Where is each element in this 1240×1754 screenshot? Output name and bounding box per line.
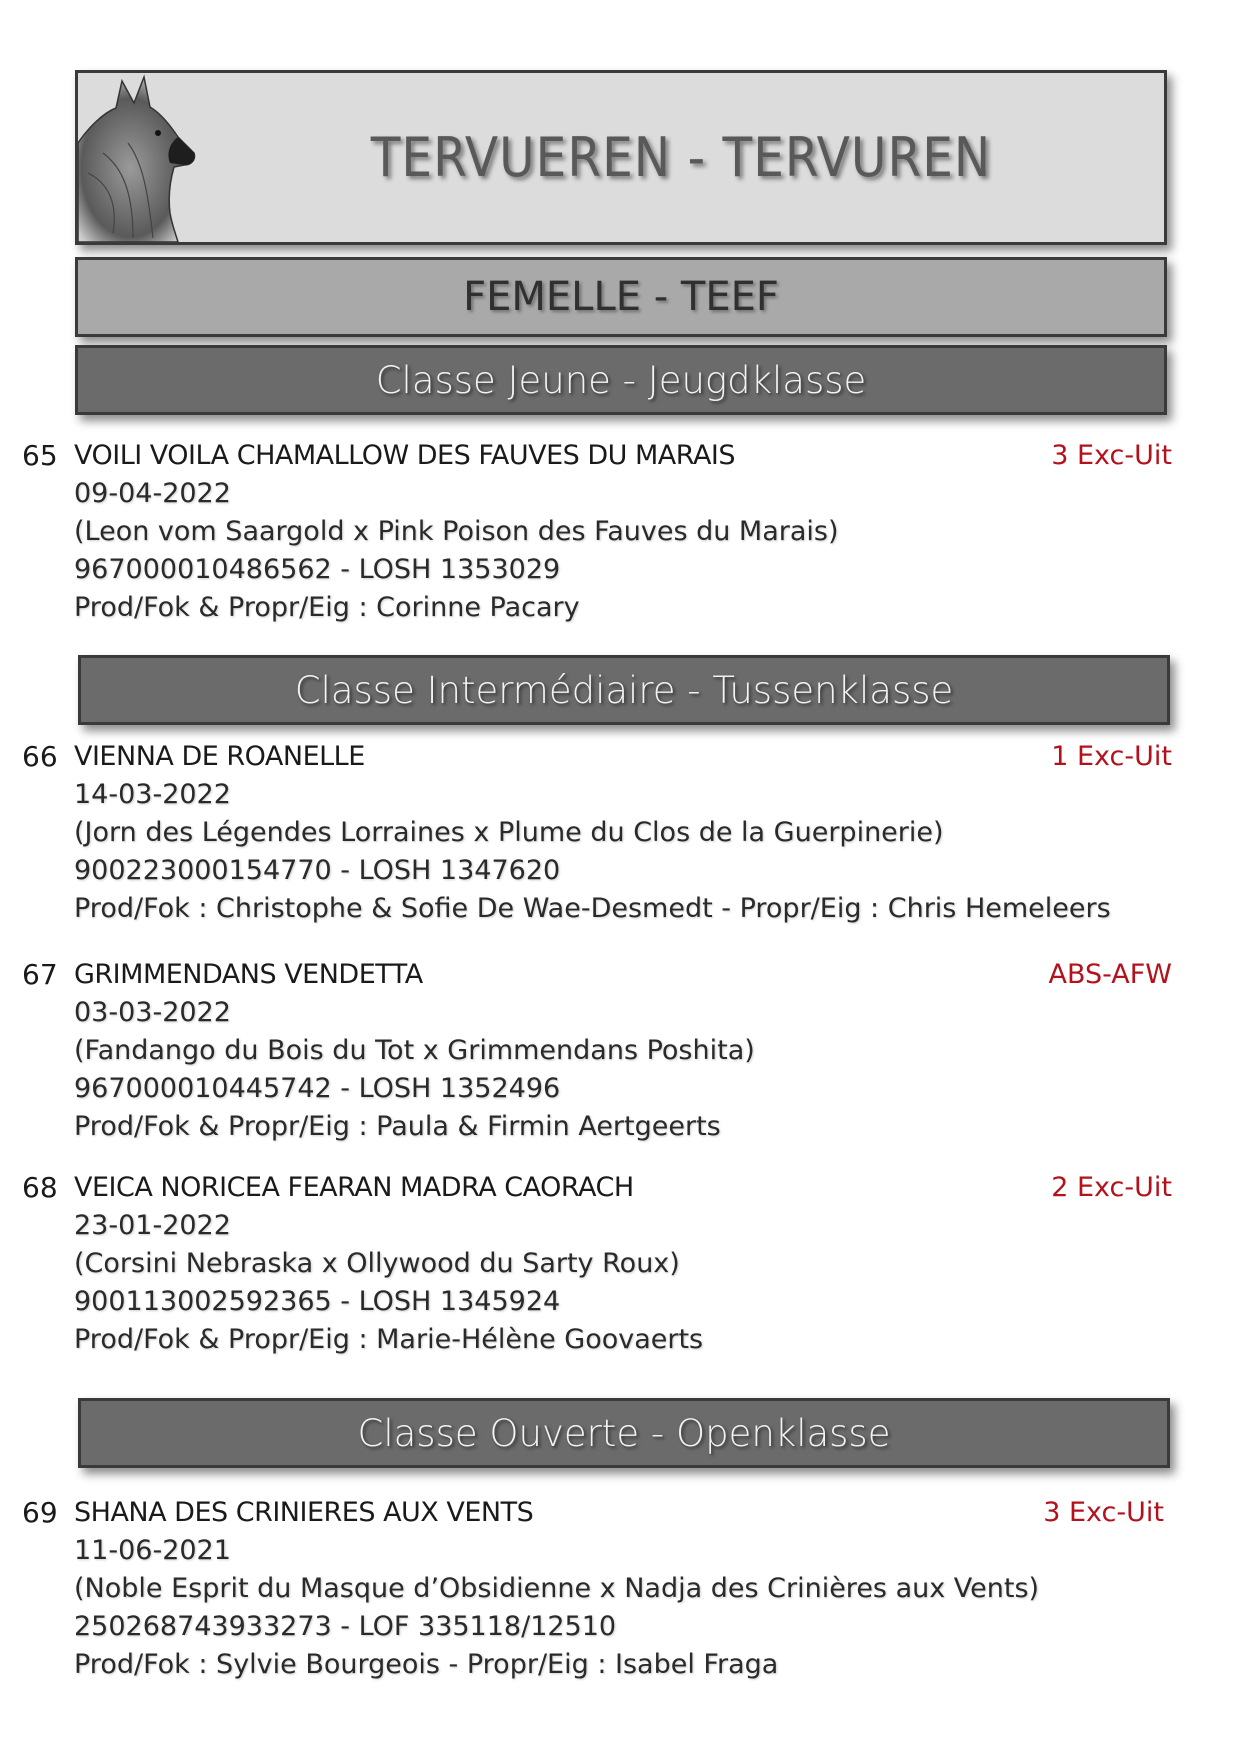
dog-name: VOILI VOILA CHAMALLOW DES FAUVES DU MARAIS (74, 440, 736, 471)
registration-ids: 900113002592365 - LOSH 1345924 (74, 1286, 561, 1317)
class-title: Classe Ouverte - Openklasse (357, 1411, 891, 1455)
breed-title: TERVUEREN - TERVUREN (370, 126, 992, 189)
breeder-owner: Prod/Fok & Propr/Eig : Corinne Pacary (74, 592, 580, 623)
birth-date: 11-06-2021 (74, 1535, 231, 1566)
registration-ids: 900223000154770 - LOSH 1347620 (74, 855, 561, 886)
sex-title: FEMELLE - TEEF (463, 274, 779, 320)
dog-name: GRIMMENDANS VENDETTA (74, 959, 423, 990)
dog-name: VIENNA DE ROANELLE (74, 741, 365, 772)
parents: (Noble Esprit du Masque d’Obsidienne x Nadja des Crinières aux Vents) (74, 1573, 1040, 1604)
catalog-number: 66 (22, 740, 58, 773)
birth-date: 03-03-2022 (74, 997, 231, 1028)
breed-header (75, 70, 1167, 245)
catalog-number: 69 (22, 1496, 58, 1529)
parents: (Jorn des Légendes Lorraines x Plume du Clos de la Guerpinerie) (74, 817, 944, 848)
parents: (Corsini Nebraska x Ollywood du Sarty Roux) (74, 1248, 680, 1279)
breeder-owner: Prod/Fok : Christophe & Sofie De Wae-Desmedt - Propr/Eig : Chris Hemeleers (74, 893, 1111, 924)
catalog-number: 67 (22, 958, 58, 991)
entry-67 (22, 956, 1172, 1146)
entry-68 (22, 1169, 1172, 1359)
birth-date: 09-04-2022 (74, 478, 231, 509)
judging-result: 1 Exc-Uit (1051, 741, 1172, 772)
judging-result: 2 Exc-Uit (1051, 1172, 1172, 1203)
entry-65 (22, 437, 1172, 627)
breeder-owner: Prod/Fok & Propr/Eig : Marie-Hélène Goovaerts (74, 1324, 704, 1355)
breeder-owner: Prod/Fok & Propr/Eig : Paula & Firmin Aertgeerts (74, 1111, 721, 1142)
dog-name: SHANA DES CRINIERES AUX VENTS (74, 1497, 534, 1528)
birth-date: 23-01-2022 (74, 1210, 231, 1241)
catalog-number: 68 (22, 1171, 58, 1204)
judging-result: 3 Exc-Uit (1043, 1497, 1164, 1528)
registration-ids: 967000010445742 - LOSH 1352496 (74, 1073, 561, 1104)
entry-66 (22, 738, 1172, 928)
class-header-intermediaire (78, 655, 1170, 725)
breeder-owner: Prod/Fok : Sylvie Bourgeois - Propr/Eig : Isabel Fraga (74, 1649, 779, 1680)
class-header-jeune (75, 345, 1167, 415)
sex-header (75, 257, 1167, 337)
birth-date: 14-03-2022 (74, 779, 231, 810)
judging-result: ABS-AFW (1048, 959, 1172, 990)
class-title: Classe Intermédiaire - Tussenklasse (294, 668, 954, 712)
judging-result: 3 Exc-Uit (1051, 440, 1172, 471)
tervuren-dog-head-icon (78, 73, 198, 242)
parents: (Leon vom Saargold x Pink Poison des Fauves du Marais) (74, 516, 839, 547)
class-header-ouverte (78, 1398, 1170, 1468)
catalog-number: 65 (22, 439, 58, 472)
registration-ids: 250268743933273 - LOF 335118/12510 (74, 1611, 617, 1642)
entry-69 (22, 1494, 1164, 1684)
registration-ids: 967000010486562 - LOSH 1353029 (74, 554, 561, 585)
parents: (Fandango du Bois du Tot x Grimmendans Poshita) (74, 1035, 755, 1066)
class-title: Classe Jeune - Jeugdklasse (375, 358, 867, 402)
dog-name: VEICA NORICEA FEARAN MADRA CAORACH (74, 1172, 634, 1203)
